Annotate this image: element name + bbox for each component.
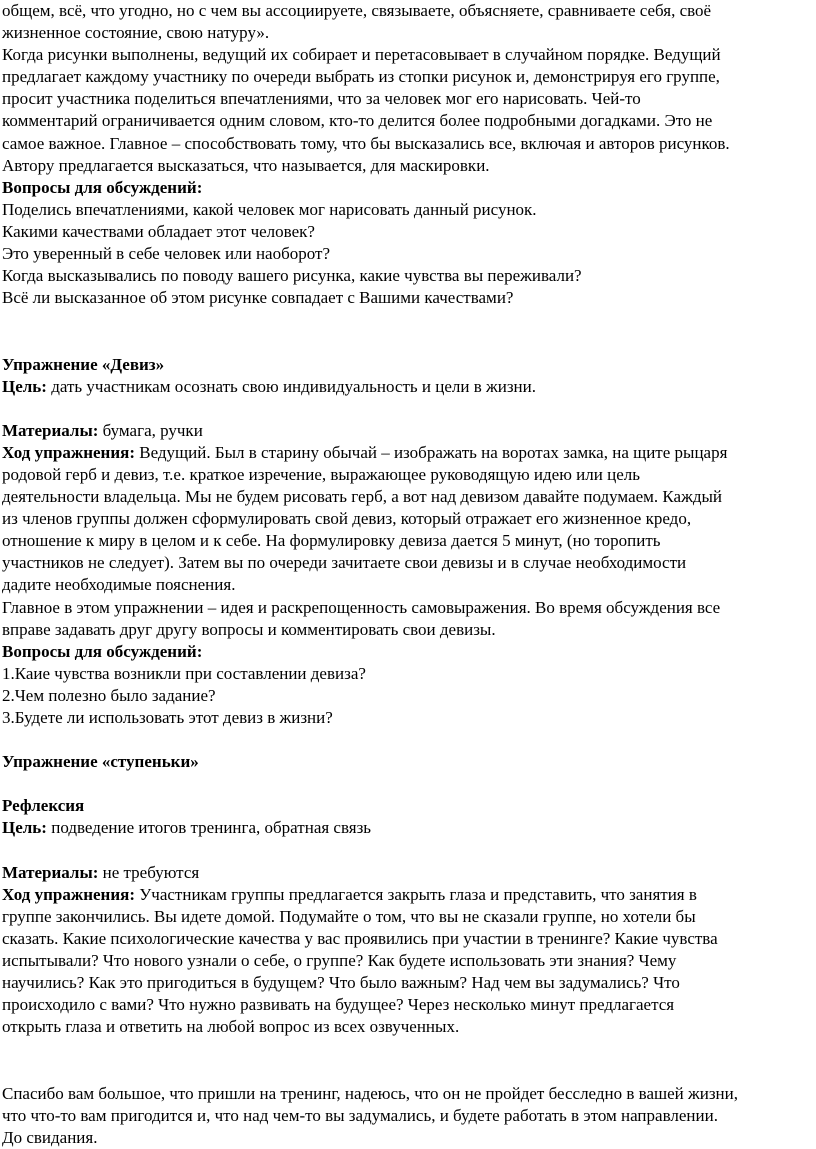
- questions-heading: Вопросы для обсуждений:: [2, 641, 203, 661]
- materials-label: Материалы:: [2, 862, 99, 882]
- procedure-text: Участникам группы предлагается закрыть глаза и представить, что занятия в: [134, 884, 697, 904]
- procedure-line: отношение к миру в целом и к себе. На формулировку девиза дается 5 минут, (но торопить: [2, 531, 661, 551]
- questions-heading: Вопросы для обсуждений:: [2, 177, 203, 197]
- procedure-line: деятельности владельца. Мы не будем рисовать герб, а вот над девизом давайте подумаем. Каждый: [2, 487, 723, 507]
- exercise-deviz: [2, 354, 812, 730]
- intro-line: жизненное состояние, свою натуру».: [2, 23, 270, 43]
- procedure-line: дадите необходимые пояснения.: [2, 575, 236, 595]
- materials-text: не требуются: [98, 862, 200, 882]
- goal-label: Цель:: [2, 818, 47, 838]
- intro-line: предлагает каждому участнику по очереди выбрать из стопки рисунок и, демонстрируя его группе,: [2, 67, 720, 87]
- procedure-text: Ведущий. Был в старину обычай – изображать на воротах замка, на щите рыцаря: [134, 442, 728, 462]
- intro-line: Когда рисунки выполнены, ведущий их собирает и перетасовывает в случайном порядке. Ведущий: [2, 45, 721, 65]
- procedure-line: происходило с вами? Что нужно развивать на будущее? Через несколько минут предлагается: [2, 995, 675, 1015]
- closing-line: что что-то вам пригодится и, что над чем-то вы задумались, и будете работать в этом направлении.: [2, 1105, 718, 1125]
- question-item: Это уверенный в себе человек или наоборот?: [2, 244, 330, 264]
- question-item: 1.Каие чувства возникли при составлении девиза?: [2, 663, 366, 683]
- closing-paragraph: [2, 1083, 812, 1149]
- materials-line: [2, 420, 812, 442]
- procedure-label: Ход упражнения:: [2, 442, 135, 462]
- intro-paragraph: [2, 0, 812, 177]
- goal-line: [2, 817, 812, 839]
- intro-line: комментарий ограничивается одним словом, кто-то делится более подробными догадками. Это не: [2, 111, 713, 131]
- exercise-title: Рефлексия: [2, 796, 85, 816]
- closing-line: Спасибо вам большое, что пришли на тренинг, надеюсь, что он не пройдет бесследно в вашей жизни,: [2, 1083, 738, 1103]
- procedure-line: испытывали? Что нового узнали о себе, о группе? Как будете использовать эти знания? Чему: [2, 951, 677, 971]
- goal-text: дать участникам осознать свою индивидуальность и цели в жизни.: [46, 376, 536, 396]
- exercise-title: Упражнение «ступеньки»: [2, 752, 199, 772]
- procedure-line: сказать. Какие психологические качества у вас проявились при участии в тренинге? Какие чувства: [2, 928, 718, 948]
- question-item: 2.Чем полезно было задание?: [2, 685, 216, 705]
- intro-line: самое важное. Главное – способствовать тому, что бы высказались все, включая и авторов рисунков.: [2, 133, 730, 153]
- procedure-line: группе закончились. Вы идете домой. Подумайте о том, что вы не сказали группе, но хотели бы: [2, 906, 696, 926]
- goal-label: Цель:: [2, 376, 47, 396]
- materials-label: Материалы:: [2, 420, 99, 440]
- procedure-line: из членов группы должен сформулировать свой девиз, который отражает его жизненное кредо,: [2, 509, 692, 529]
- question-item: Поделись впечатлениями, какой человек мог нарисовать данный рисунок.: [2, 199, 537, 219]
- question-item: Всё ли высказанное об этом рисунке совпадает с Вашими качествами?: [2, 288, 514, 308]
- question-item: Когда высказывались по поводу вашего рисунка, какие чувства вы переживали?: [2, 266, 582, 286]
- exercise-stupenki: [2, 751, 812, 773]
- procedure-line: Главное в этом упражнении – идея и раскрепощенность самовыражения. Во время обсуждения все: [2, 597, 721, 617]
- intro-line: Автору предлагается высказаться, что называется, для маскировки.: [2, 155, 490, 175]
- procedure-line: открыть глаза и ответить на любой вопрос из всех озвученных.: [2, 1017, 460, 1037]
- procedure-line: научились? Как это пригодиться в будущем? Что было важным? Над чем вы задумались? Что: [2, 973, 680, 993]
- materials-text: бумага, ручки: [98, 420, 203, 440]
- goal-text: подведение итогов тренинга, обратная связь: [46, 818, 372, 838]
- question-item: Какими качествами обладает этот человек?: [2, 221, 315, 241]
- procedure-line: [2, 884, 812, 906]
- procedure-line: [2, 442, 812, 464]
- procedure-label: Ход упражнения:: [2, 884, 135, 904]
- procedure-line: родовой герб и девиз, т.е. краткое изречение, выражающее руководящую идею или цель: [2, 464, 640, 484]
- procedure-line: участников не следует). Затем вы по очереди зачитаете свои девизы и в случае необходимости: [2, 553, 687, 573]
- intro-line: просит участника поделиться впечатлениями, что за человек мог его нарисовать. Чей-то: [2, 89, 641, 109]
- goal-line: [2, 376, 812, 398]
- closing-line: До свидания.: [2, 1127, 98, 1147]
- exercise-reflexia: [2, 795, 812, 1038]
- intro-line: общем, всё, что угодно, но с чем вы ассоциируете, связываете, объясняете, сравниваете себя, своё: [2, 1, 712, 20]
- question-item: 3.Будете ли использовать этот девиз в жизни?: [2, 708, 333, 727]
- procedure-line: вправе задавать друг другу вопросы и комментировать свои девизы.: [2, 619, 496, 639]
- questions-section-1: [2, 177, 812, 310]
- materials-line: [2, 862, 812, 884]
- exercise-title: Упражнение «Девиз»: [2, 354, 165, 374]
